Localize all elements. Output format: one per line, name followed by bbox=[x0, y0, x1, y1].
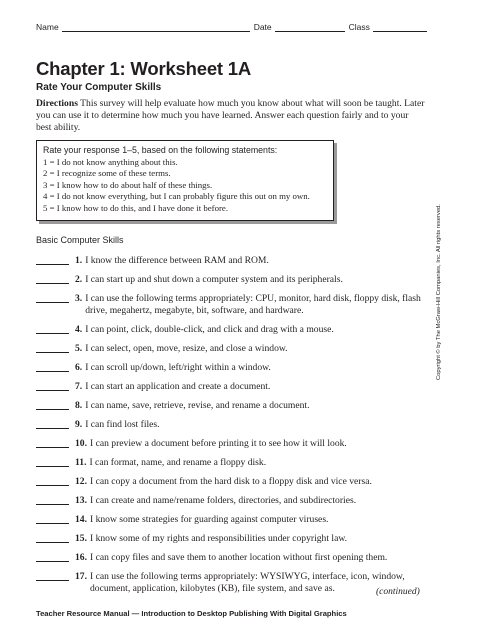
answer-blank[interactable] bbox=[36, 552, 69, 562]
list-item bbox=[36, 438, 440, 450]
answer-blank[interactable] bbox=[36, 571, 69, 581]
list-item bbox=[36, 552, 440, 564]
list-item bbox=[36, 381, 435, 393]
answer-blank[interactable] bbox=[36, 533, 69, 543]
answer-blank[interactable] bbox=[36, 457, 69, 467]
rating-scale-2: 2 = I recognize some of these terms. bbox=[43, 168, 171, 179]
item-text: I can start up and shut down a computer system and its peripherals. bbox=[85, 274, 343, 285]
answer-blank[interactable] bbox=[36, 274, 69, 284]
item-text: I can use the following terms appropriately: WYSIWYG, interface, icon, window, document, application, kilobytes (KB), file system, and save as. bbox=[90, 571, 405, 594]
item-number: 1. bbox=[75, 255, 83, 266]
item-text: I can format, name, and rename a floppy disk. bbox=[89, 457, 267, 468]
answer-blank[interactable] bbox=[36, 438, 69, 448]
directions-label: Directions bbox=[36, 98, 78, 109]
list-item bbox=[36, 343, 435, 355]
answer-blank[interactable] bbox=[36, 400, 69, 410]
rating-scale-box bbox=[36, 140, 334, 221]
page-subtitle: Rate Your Computer Skills bbox=[36, 82, 162, 93]
list-item bbox=[36, 457, 439, 469]
item-text: I know some of my rights and responsibilities under copyright law. bbox=[90, 533, 348, 544]
date-field[interactable] bbox=[275, 22, 345, 32]
item-text: I can copy a document from the hard disk to a floppy disk and vice versa. bbox=[90, 476, 372, 487]
item-number: 8. bbox=[75, 400, 83, 411]
rating-scale-3: 3 = I know how to do about half of these things. bbox=[43, 179, 213, 190]
directions-text: This survey will help evaluate how much you know about what will soon be taught. Later you can use it to determine how much you have learned. Answer each question fairly and to your best ability. bbox=[36, 98, 425, 134]
directions bbox=[36, 98, 426, 135]
rating-scale-4: 4 = I do not know everything, but I can probably figure this out on my own. bbox=[43, 191, 310, 202]
list-item bbox=[36, 293, 435, 317]
answer-blank[interactable] bbox=[36, 495, 69, 505]
student-info-header bbox=[36, 22, 458, 32]
item-text: I can point, click, double-click, and click and drag with a mouse. bbox=[85, 324, 334, 335]
rating-scale-1: 1 = I do not know anything about this. bbox=[43, 157, 178, 167]
item-text: I can start an application and create a document. bbox=[85, 381, 271, 392]
section-title: Basic Computer Skills bbox=[36, 235, 124, 245]
item-number: 5. bbox=[75, 343, 83, 354]
page-title: Chapter 1: Worksheet 1A bbox=[36, 58, 252, 79]
list-item bbox=[36, 533, 440, 545]
answer-blank[interactable] bbox=[36, 324, 69, 334]
item-number: 12. bbox=[75, 476, 87, 487]
answer-blank[interactable] bbox=[36, 381, 69, 391]
copyright-notice: Copyright © by The McGraw-Hill Companies, Inc. All rights reserved. bbox=[436, 204, 442, 380]
item-number: 7. bbox=[75, 381, 83, 392]
list-item bbox=[36, 476, 440, 488]
item-number: 9. bbox=[75, 419, 83, 430]
item-number: 16. bbox=[75, 552, 87, 563]
page-footer: Teacher Resource Manual — Introduction to Desktop Publishing With Digital Graphics bbox=[36, 609, 347, 618]
item-number: 17. bbox=[75, 571, 87, 582]
item-text: I can find lost files. bbox=[85, 419, 160, 430]
item-text: I can preview a document before printing it to see how it will look. bbox=[90, 438, 347, 449]
list-item bbox=[36, 324, 435, 336]
list-item bbox=[36, 400, 435, 412]
item-text: I know the difference between RAM and ROM. bbox=[85, 255, 269, 266]
item-number: 11. bbox=[75, 457, 87, 468]
list-item bbox=[36, 495, 440, 507]
answer-blank[interactable] bbox=[36, 514, 69, 524]
item-text: I know some strategies for guarding against computer viruses. bbox=[90, 514, 329, 525]
answer-blank[interactable] bbox=[36, 362, 69, 372]
item-text: I can name, save, retrieve, revise, and rename a document. bbox=[85, 400, 310, 411]
item-text: I can copy files and save them to another location without first opening them. bbox=[90, 552, 388, 563]
item-number: 13. bbox=[75, 495, 87, 506]
rating-scale-5: 5 = I know how to do this, and I have done it before. bbox=[43, 202, 229, 213]
answer-blank[interactable] bbox=[36, 419, 69, 429]
list-item bbox=[36, 419, 435, 431]
answer-blank[interactable] bbox=[36, 476, 69, 486]
item-number: 10. bbox=[75, 438, 87, 449]
date-label: Date bbox=[253, 22, 272, 32]
item-number: 3. bbox=[75, 293, 83, 304]
item-number: 14. bbox=[75, 514, 87, 525]
item-number: 4. bbox=[75, 324, 83, 335]
list-item bbox=[36, 274, 435, 286]
item-text: I can scroll up/down, left/right within a window. bbox=[85, 362, 271, 373]
answer-blank[interactable] bbox=[36, 255, 69, 265]
name-label: Name bbox=[36, 22, 59, 32]
continued-note: (continued) bbox=[376, 587, 420, 597]
answer-blank[interactable] bbox=[36, 293, 69, 303]
name-field[interactable] bbox=[62, 22, 250, 32]
class-field[interactable] bbox=[373, 22, 427, 32]
item-number: 15. bbox=[75, 533, 87, 544]
list-item bbox=[36, 514, 440, 526]
item-number: 6. bbox=[75, 362, 83, 373]
list-item bbox=[36, 362, 435, 374]
item-text: I can create and name/rename folders, directories, and subdirectories. bbox=[90, 495, 357, 506]
list-item bbox=[36, 255, 435, 267]
class-label: Class bbox=[348, 22, 370, 32]
answer-blank[interactable] bbox=[36, 343, 69, 353]
item-number: 2. bbox=[75, 274, 83, 285]
item-text: I can select, open, move, resize, and close a window. bbox=[85, 343, 288, 354]
rating-scale-intro: Rate your response 1–5, based on the following statements: bbox=[43, 145, 278, 155]
item-text: I can use the following terms appropriately: CPU, monitor, hard disk, floppy disk, flash drive, megahertz, megabyte, bit, software, and hardware. bbox=[85, 293, 421, 316]
